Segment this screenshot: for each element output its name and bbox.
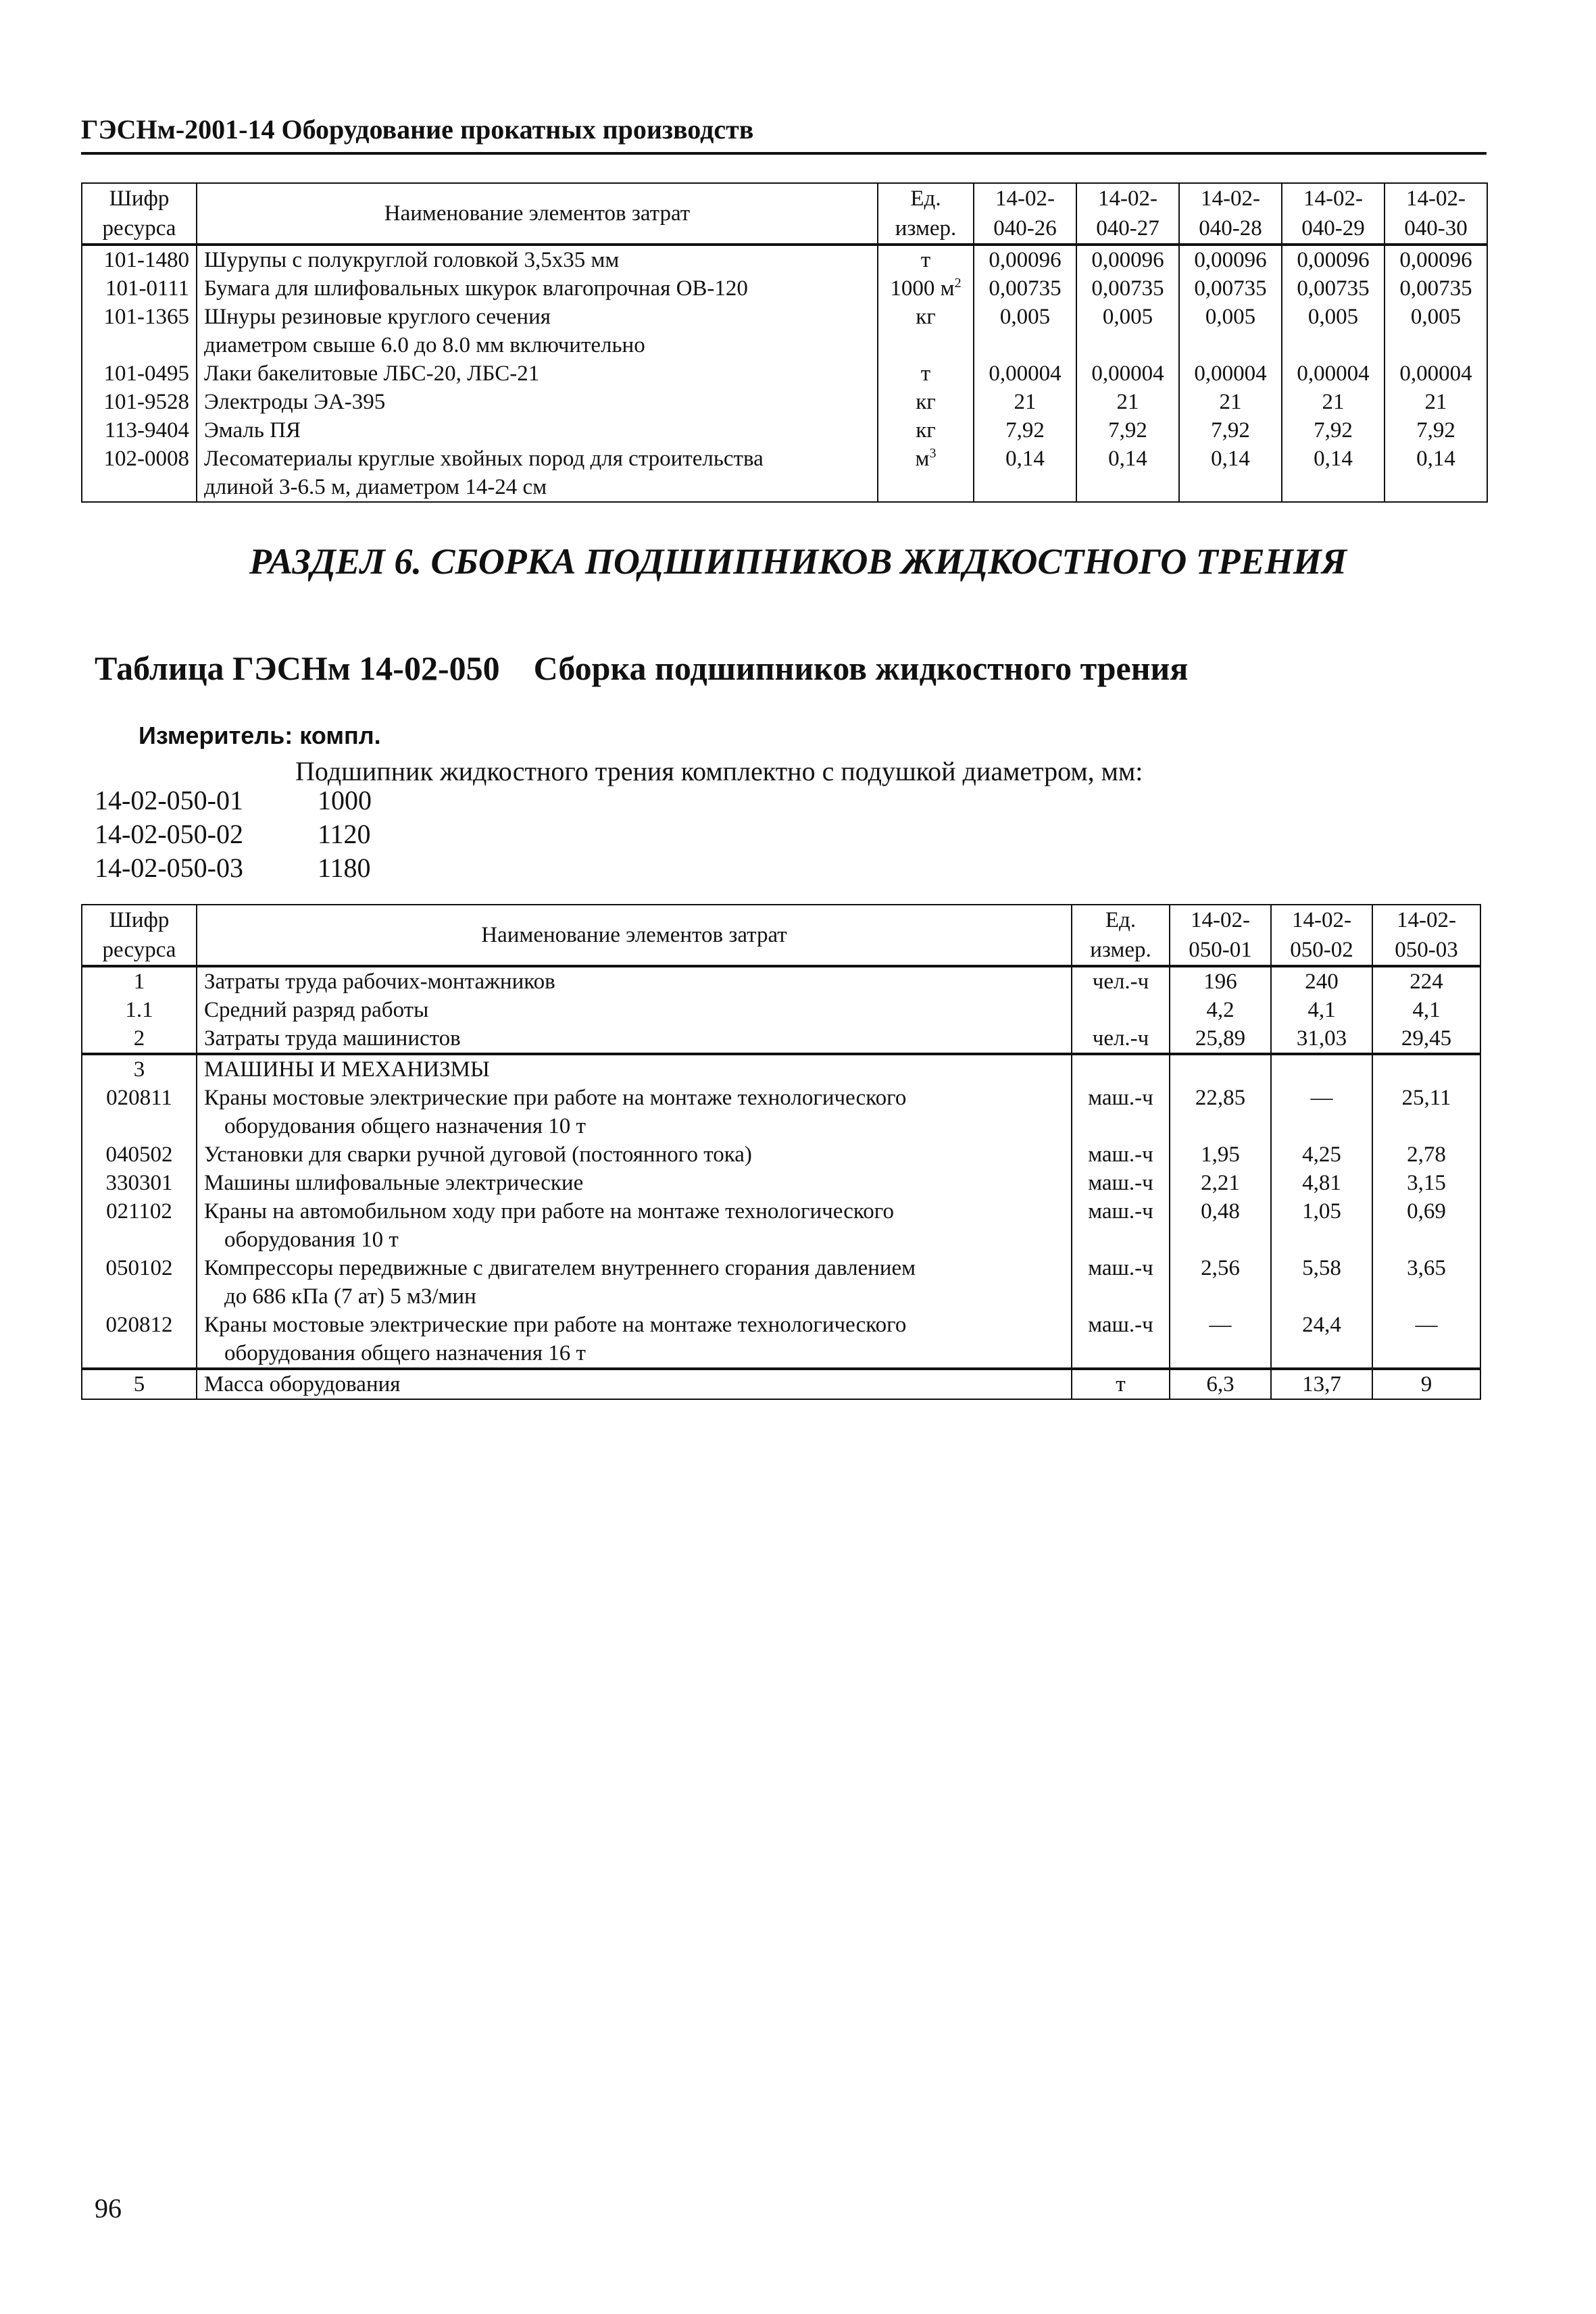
row-name: Масса оборудования bbox=[197, 1369, 1072, 1399]
table-title-label: Таблица ГЭСНм 14-02-050 bbox=[95, 649, 500, 687]
row-code: 5 bbox=[82, 1369, 197, 1399]
row-name: Затраты труда рабочих-монтажников bbox=[197, 966, 1072, 996]
row-code: 101-0111 bbox=[82, 274, 197, 303]
row-code: 101-0495 bbox=[82, 359, 197, 388]
row-value: 0,00735 bbox=[1385, 274, 1487, 303]
row-name: Краны мостовые электрические при работе на монтаже технологического оборудования общего назначения 10 т bbox=[197, 1084, 1072, 1140]
row-code: 2 bbox=[82, 1024, 197, 1054]
row-value: 22,85 bbox=[1170, 1084, 1271, 1140]
variant-item bbox=[95, 818, 372, 851]
col-header-code: Шифр ресурса bbox=[82, 905, 197, 966]
row-name: Краны на автомобильном ходу при работе на монтаже технологического оборудования 10 т bbox=[197, 1197, 1072, 1254]
table-header-row bbox=[82, 905, 1480, 966]
table-header-row bbox=[82, 183, 1487, 245]
row-value: 13,7 bbox=[1271, 1369, 1372, 1399]
row-name: Лесоматериалы круглые хвойных пород для строительства длиной 3-6.5 м, диаметром 14-24 см bbox=[197, 445, 878, 502]
row-value: 0,14 bbox=[1179, 445, 1282, 502]
row-unit bbox=[1072, 1054, 1170, 1084]
row-name: Электроды ЭА-395 bbox=[197, 388, 878, 416]
row-value: 7,92 bbox=[1282, 416, 1385, 445]
row-code: 021102 bbox=[82, 1197, 197, 1254]
page-header: ГЭСНм-2001-14 Оборудование прокатных производств bbox=[81, 114, 1487, 155]
row-unit: кг bbox=[878, 416, 974, 445]
row-name: Шурупы с полукруглой головкой 3,5х35 мм bbox=[197, 245, 878, 274]
variant-value: 1120 bbox=[318, 819, 371, 849]
row-code: 1 bbox=[82, 966, 197, 996]
table-title bbox=[95, 649, 1188, 688]
table-row bbox=[82, 303, 1487, 359]
col-header-040-30: 14-02- 040-30 bbox=[1385, 183, 1487, 245]
row-value: 0,00096 bbox=[1076, 245, 1179, 274]
row-unit: маш.-ч bbox=[1072, 1197, 1170, 1254]
row-value: 0,00096 bbox=[1385, 245, 1487, 274]
row-value: 6,3 bbox=[1170, 1369, 1271, 1399]
row-value bbox=[1170, 1054, 1271, 1084]
row-value: 0,00004 bbox=[1385, 359, 1487, 388]
row-value: 0,005 bbox=[974, 303, 1076, 359]
row-value bbox=[1271, 1054, 1372, 1084]
row-code: 113-9404 bbox=[82, 416, 197, 445]
row-unit: маш.-ч bbox=[1072, 1084, 1170, 1140]
row-code: 330301 bbox=[82, 1169, 197, 1197]
variant-list bbox=[95, 784, 372, 885]
measure-unit: Измеритель: компл. bbox=[139, 722, 381, 749]
table-row bbox=[82, 1169, 1480, 1197]
row-value: 2,21 bbox=[1170, 1169, 1271, 1197]
section-heading: РАЗДЕЛ 6. СБОРКА ПОДШИПНИКОВ ЖИДКОСТНОГО ТРЕНИЯ bbox=[249, 541, 1347, 582]
table-row bbox=[82, 1024, 1480, 1054]
table-row bbox=[82, 1054, 1480, 1084]
row-value: — bbox=[1372, 1311, 1480, 1369]
row-code: 101-1365 bbox=[82, 303, 197, 359]
row-code: 040502 bbox=[82, 1140, 197, 1169]
row-value: 9 bbox=[1372, 1369, 1480, 1399]
row-value: 4,1 bbox=[1271, 996, 1372, 1024]
table-row bbox=[82, 1311, 1480, 1369]
row-unit: $м^3$ bbox=[878, 445, 974, 502]
row-value: 21 bbox=[1076, 388, 1179, 416]
table-row bbox=[82, 1254, 1480, 1311]
row-value: 29,45 bbox=[1372, 1024, 1480, 1054]
row-value: 31,03 bbox=[1271, 1024, 1372, 1054]
row-unit: маш.-ч bbox=[1072, 1140, 1170, 1169]
table-row bbox=[82, 416, 1487, 445]
row-value: 0,005 bbox=[1385, 303, 1487, 359]
row-value: 1,95 bbox=[1170, 1140, 1271, 1169]
row-name: Компрессоры передвижные с двигателем внутреннего сгорания давлением до 686 кПа (7 ат) 5 м3/мин bbox=[197, 1254, 1072, 1311]
row-value: 0,14 bbox=[974, 445, 1076, 502]
row-value: 25,11 bbox=[1372, 1084, 1480, 1140]
col-header-040-29: 14-02- 040-29 bbox=[1282, 183, 1385, 245]
row-value: 0,00735 bbox=[974, 274, 1076, 303]
col-header-name: Наименование элементов затрат bbox=[197, 905, 1072, 966]
row-unit bbox=[1072, 996, 1170, 1024]
row-name: Установки для сварки ручной дуговой (постоянного тока) bbox=[197, 1140, 1072, 1169]
row-value: 0,005 bbox=[1076, 303, 1179, 359]
col-header-name: Наименование элементов затрат bbox=[197, 183, 878, 245]
row-value: 0,00735 bbox=[1179, 274, 1282, 303]
col-header-050-02: 14-02- 050-02 bbox=[1271, 905, 1372, 966]
row-value: 7,92 bbox=[1385, 416, 1487, 445]
resource-table-040 bbox=[81, 182, 1488, 503]
row-value: 21 bbox=[1282, 388, 1385, 416]
row-unit: кг bbox=[878, 303, 974, 359]
col-header-unit: Ед. измер. bbox=[1072, 905, 1170, 966]
table-row bbox=[82, 245, 1487, 274]
row-value: 0,00735 bbox=[1282, 274, 1385, 303]
table-row bbox=[82, 359, 1487, 388]
row-value: 7,92 bbox=[1179, 416, 1282, 445]
row-value: 0,48 bbox=[1170, 1197, 1271, 1254]
table-title-name: Сборка подшипников жидкостного трения bbox=[533, 649, 1189, 687]
row-value: 0,00096 bbox=[1282, 245, 1385, 274]
row-value: 21 bbox=[1385, 388, 1487, 416]
col-header-code: Шифр ресурса bbox=[82, 183, 197, 245]
col-header-040-26: 14-02- 040-26 bbox=[974, 183, 1076, 245]
row-code: 050102 bbox=[82, 1254, 197, 1311]
row-code: 3 bbox=[82, 1054, 197, 1084]
row-name: Бумага для шлифовальных шкурок влагопрочная ОВ-120 bbox=[197, 274, 878, 303]
variant-value: 1000 bbox=[318, 785, 372, 815]
row-code: 102-0008 bbox=[82, 445, 197, 502]
row-unit: чел.-ч bbox=[1072, 966, 1170, 996]
row-value: 0,69 bbox=[1372, 1197, 1480, 1254]
variant-value: 1180 bbox=[318, 853, 371, 883]
variant-code: 14-02-050-03 bbox=[95, 853, 243, 883]
row-value: 2,56 bbox=[1170, 1254, 1271, 1311]
row-name: МАШИНЫ И МЕХАНИЗМЫ bbox=[197, 1054, 1072, 1084]
row-code: 020812 bbox=[82, 1311, 197, 1369]
row-value: 0,00004 bbox=[1076, 359, 1179, 388]
col-header-050-03: 14-02- 050-03 bbox=[1372, 905, 1480, 966]
variant-code: 14-02-050-01 bbox=[95, 785, 243, 815]
row-value: 0,14 bbox=[1076, 445, 1179, 502]
variant-item bbox=[95, 784, 372, 818]
table-row bbox=[82, 1084, 1480, 1140]
row-value: 1,05 bbox=[1271, 1197, 1372, 1254]
variant-code: 14-02-050-02 bbox=[95, 819, 243, 849]
table-row bbox=[82, 996, 1480, 1024]
table-row bbox=[82, 274, 1487, 303]
row-value: 4,2 bbox=[1170, 996, 1271, 1024]
row-value: 0,00004 bbox=[1179, 359, 1282, 388]
row-unit: маш.-ч bbox=[1072, 1311, 1170, 1369]
row-unit: т bbox=[878, 359, 974, 388]
row-value: 196 bbox=[1170, 966, 1271, 996]
row-value: 4,81 bbox=[1271, 1169, 1372, 1197]
row-name: Лаки бакелитовые ЛБС-20, ЛБС-21 bbox=[197, 359, 878, 388]
row-code: 101-9528 bbox=[82, 388, 197, 416]
col-header-unit: Ед. измер. bbox=[878, 183, 974, 245]
row-value: 0,00004 bbox=[974, 359, 1076, 388]
row-value: 5,58 bbox=[1271, 1254, 1372, 1311]
row-unit: кг bbox=[878, 388, 974, 416]
resource-table-050 bbox=[81, 904, 1481, 1400]
row-unit: 1000 $м^2$ bbox=[878, 274, 974, 303]
table-row bbox=[82, 388, 1487, 416]
row-name: Шнуры резиновые круглого сечения диаметром свыше 6.0 до 8.0 мм включительно bbox=[197, 303, 878, 359]
row-unit: чел.-ч bbox=[1072, 1024, 1170, 1054]
col-header-040-27: 14-02- 040-27 bbox=[1076, 183, 1179, 245]
col-header-040-28: 14-02- 040-28 bbox=[1179, 183, 1282, 245]
row-value: 0,14 bbox=[1385, 445, 1487, 502]
row-value: 7,92 bbox=[974, 416, 1076, 445]
row-code: 101-1480 bbox=[82, 245, 197, 274]
row-value: 4,25 bbox=[1271, 1140, 1372, 1169]
row-value: 0,00096 bbox=[974, 245, 1076, 274]
row-value: 0,00004 bbox=[1282, 359, 1385, 388]
row-name: Эмаль ПЯ bbox=[197, 416, 878, 445]
row-value: — bbox=[1271, 1084, 1372, 1140]
row-value: 0,005 bbox=[1179, 303, 1282, 359]
row-value: 7,92 bbox=[1076, 416, 1179, 445]
row-unit: т bbox=[878, 245, 974, 274]
table-row bbox=[82, 445, 1487, 502]
row-value: 21 bbox=[974, 388, 1076, 416]
table-row bbox=[82, 1197, 1480, 1254]
row-unit: маш.-ч bbox=[1072, 1169, 1170, 1197]
row-value: 0,00735 bbox=[1076, 274, 1179, 303]
table-row bbox=[82, 966, 1480, 996]
row-value: 3,15 bbox=[1372, 1169, 1480, 1197]
row-value: 25,89 bbox=[1170, 1024, 1271, 1054]
row-unit: маш.-ч bbox=[1072, 1254, 1170, 1311]
row-value: 4,1 bbox=[1372, 996, 1480, 1024]
page-number: 96 bbox=[95, 2193, 122, 2223]
variant-caption: Подшипник жидкостного трения комплектно с подушкой диаметром, мм: bbox=[295, 756, 1143, 786]
row-value: 240 bbox=[1271, 966, 1372, 996]
row-value: 21 bbox=[1179, 388, 1282, 416]
col-header-050-01: 14-02- 050-01 bbox=[1170, 905, 1271, 966]
row-value: 0,00096 bbox=[1179, 245, 1282, 274]
table-row bbox=[82, 1140, 1480, 1169]
row-value: — bbox=[1170, 1311, 1271, 1369]
row-value: 0,14 bbox=[1282, 445, 1385, 502]
variant-item bbox=[95, 851, 372, 885]
row-code: 1.1 bbox=[82, 996, 197, 1024]
row-value bbox=[1372, 1054, 1480, 1084]
row-value: 224 bbox=[1372, 966, 1480, 996]
row-name: Средний разряд работы bbox=[197, 996, 1072, 1024]
row-name: Машины шлифовальные электрические bbox=[197, 1169, 1072, 1197]
row-name: Краны мостовые электрические при работе на монтаже технологического оборудования общего назначения 16 т bbox=[197, 1311, 1072, 1369]
row-value: 3,65 bbox=[1372, 1254, 1480, 1311]
row-name: Затраты труда машинистов bbox=[197, 1024, 1072, 1054]
table-row bbox=[82, 1369, 1480, 1399]
row-value: 0,005 bbox=[1282, 303, 1385, 359]
row-value: 24,4 bbox=[1271, 1311, 1372, 1369]
row-code: 020811 bbox=[82, 1084, 197, 1140]
row-unit: т bbox=[1072, 1369, 1170, 1399]
row-value: 2,78 bbox=[1372, 1140, 1480, 1169]
